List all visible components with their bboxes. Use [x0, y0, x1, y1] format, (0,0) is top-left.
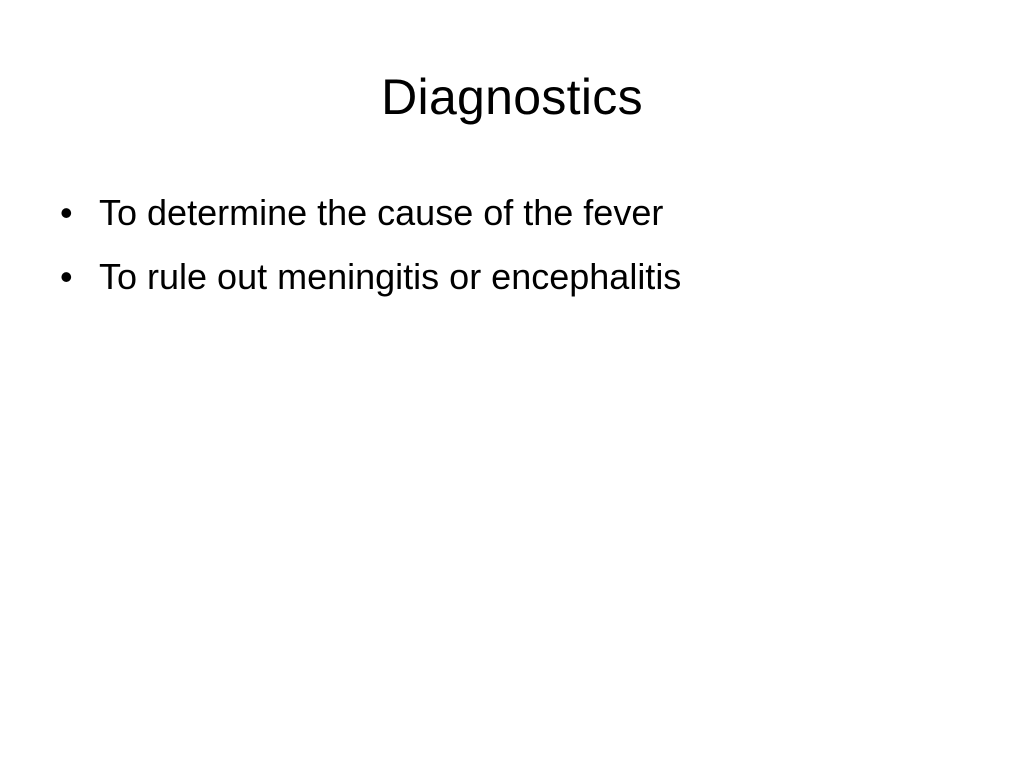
bullet-text: To rule out meningitis or encephalitis — [99, 256, 682, 297]
bullet-list — [60, 188, 980, 316]
bullet-text: To determine the cause of the fever — [99, 192, 664, 233]
bullet-item — [60, 188, 980, 252]
bullet-item — [60, 252, 980, 316]
bullet-point-icon: • — [60, 192, 73, 233]
slide-title: Diagnostics — [381, 69, 643, 125]
bullet-point-icon: • — [60, 256, 73, 297]
